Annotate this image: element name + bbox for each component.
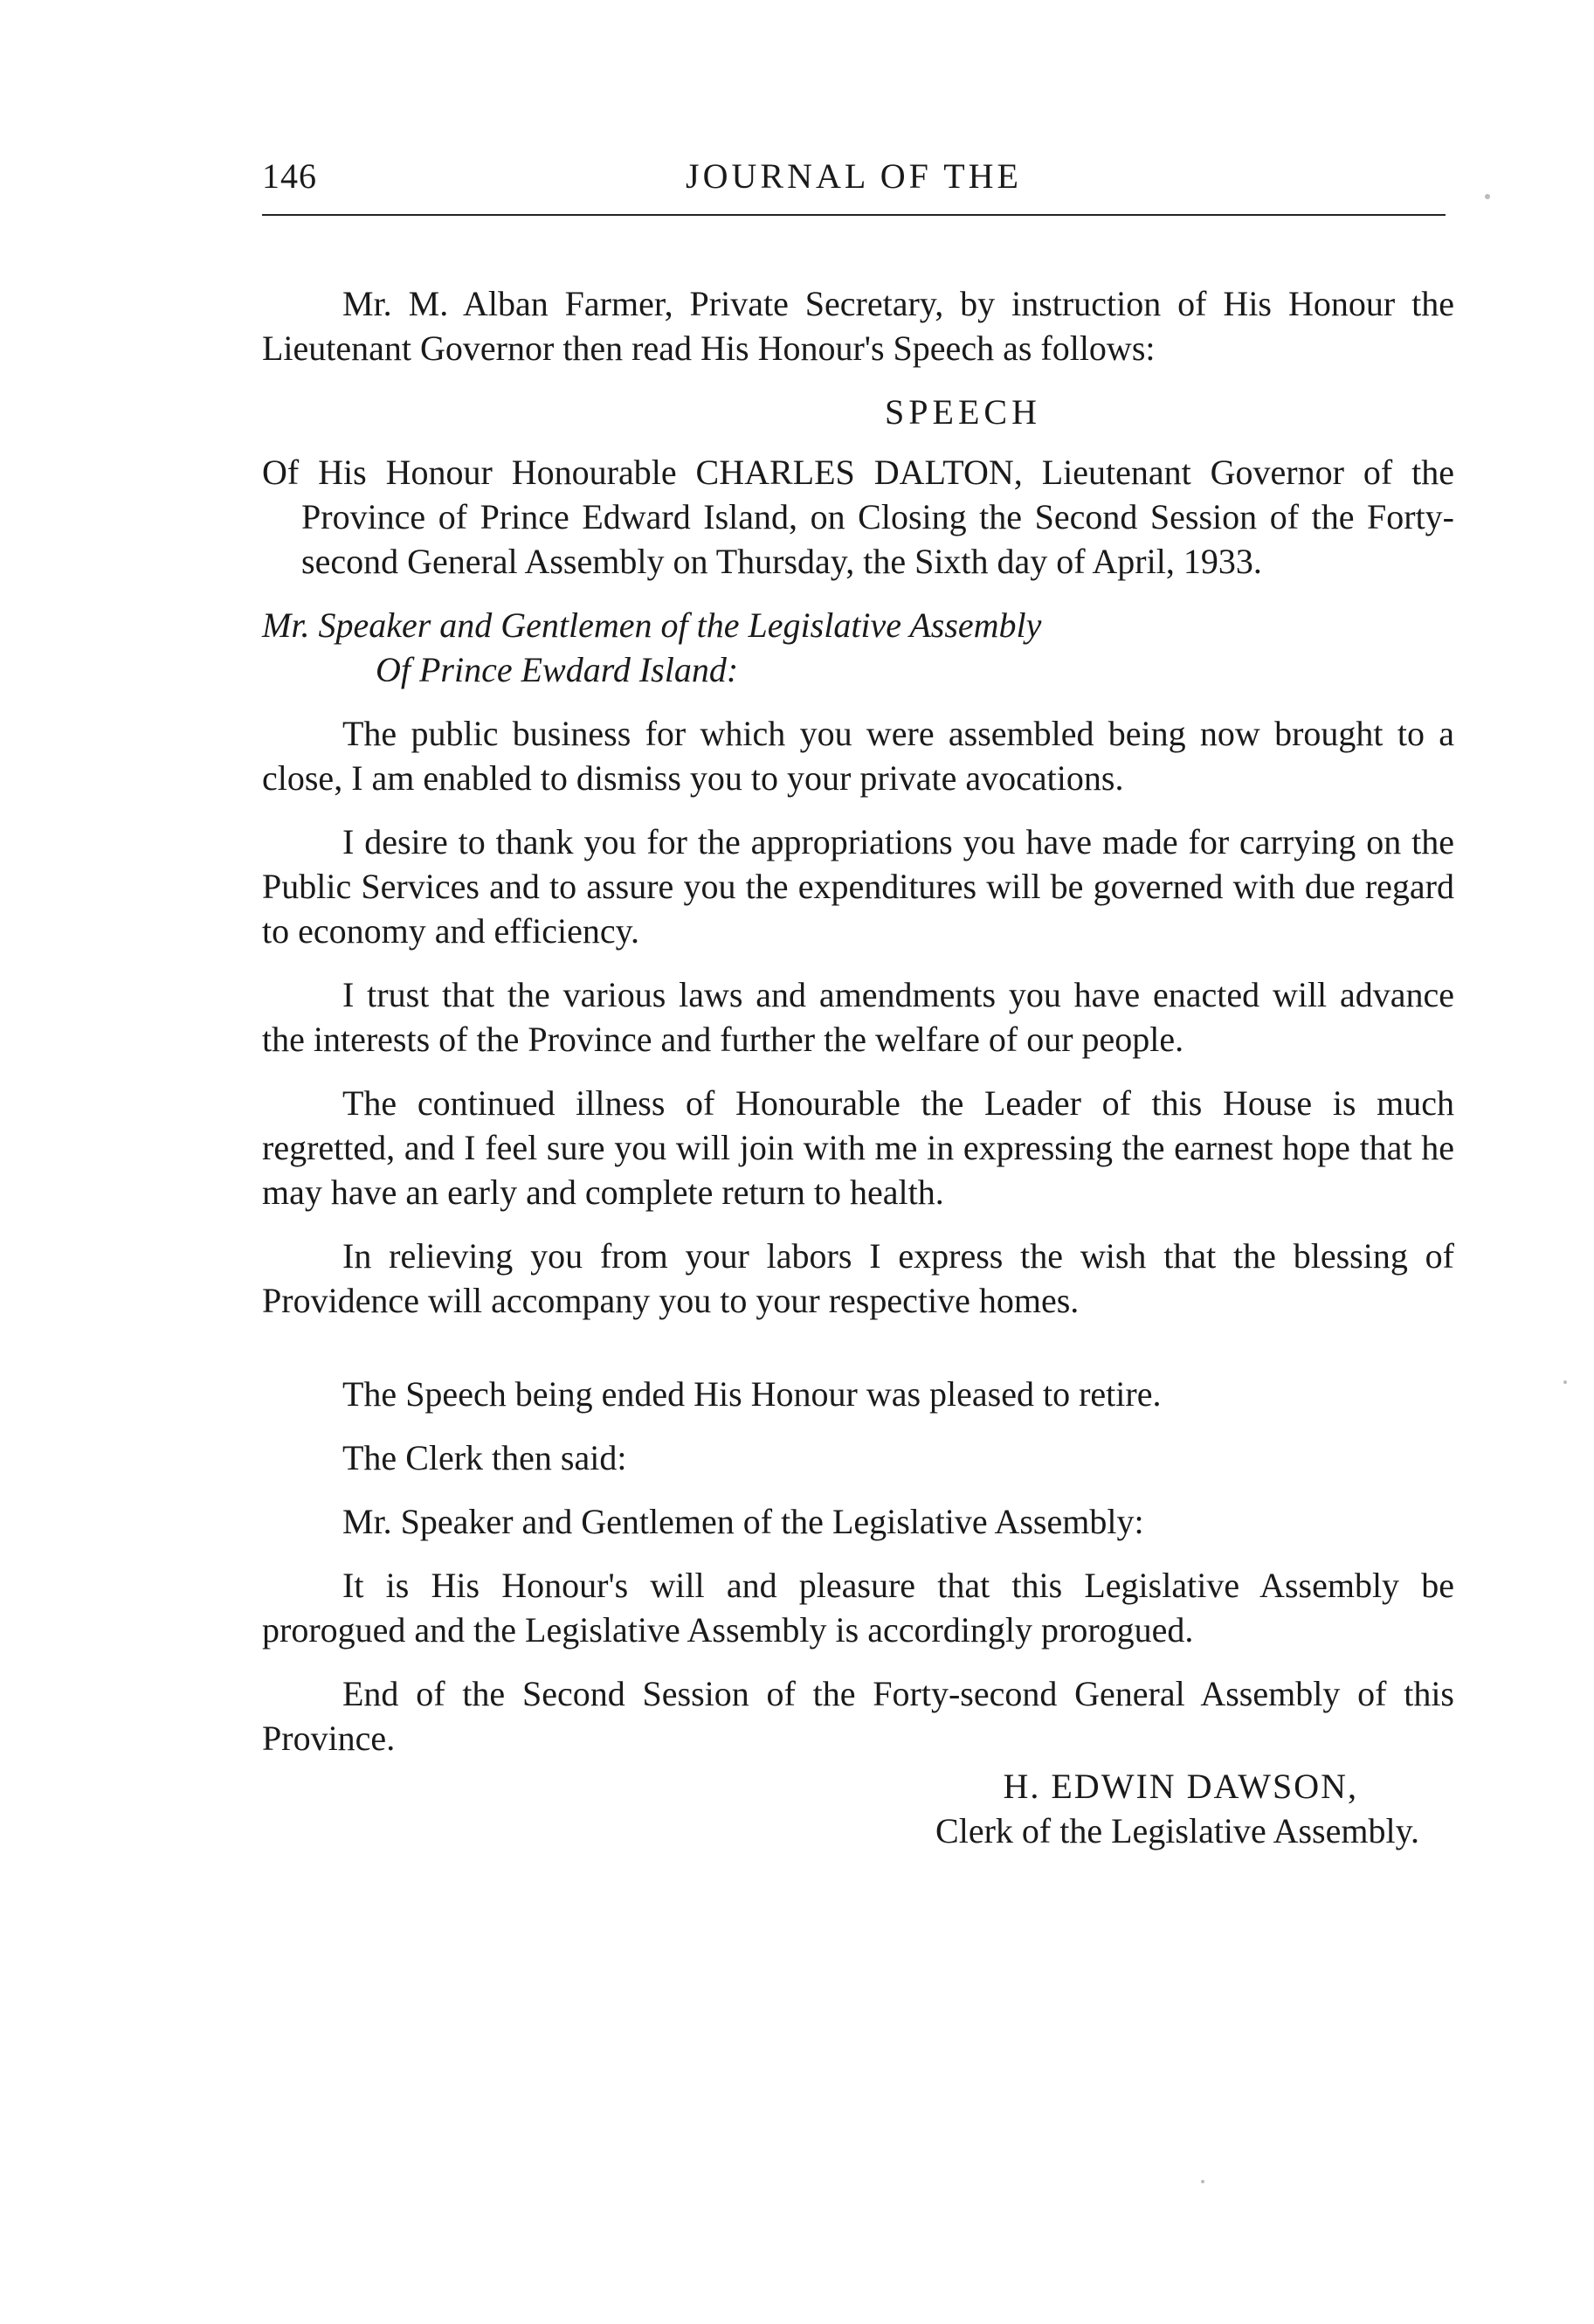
intro-paragraph: Mr. M. Alban Farmer, Private Secretary, by instruction of His Honour the Lieutenant Governor then read His Honour's Speech as follows: bbox=[262, 284, 1454, 368]
speech-paragraph: The public business for which you were assembled being now brought to a close, I am enabled to dismiss you to your private avocations. bbox=[262, 714, 1454, 798]
body-text bbox=[262, 281, 1454, 1853]
closing-paragraph: It is His Honour's will and pleasure that this Legislative Assembly be prorogued and the Legislative Assembly is accordingly prorogued. bbox=[262, 1566, 1454, 1650]
scan-speck bbox=[1563, 1380, 1567, 1384]
closing-paragraph: The Clerk then said: bbox=[342, 1438, 627, 1477]
header-rule bbox=[262, 214, 1446, 216]
page-number: 146 bbox=[262, 156, 317, 196]
closing-paragraph: End of the Second Session of the Forty-second General Assembly of this Province. bbox=[262, 1674, 1454, 1758]
salutation-line-2: Of Prince Ewdard Island: bbox=[376, 650, 739, 689]
page-header bbox=[262, 156, 1446, 208]
closing-paragraph: The Speech being ended His Honour was pleased to retire. bbox=[342, 1374, 1162, 1414]
signature-name: H. EDWIN DAWSON, bbox=[1003, 1767, 1358, 1806]
section-gap bbox=[262, 1342, 1454, 1372]
speech-paragraph: The continued illness of Honourable the Leader of this House is much regretted, and I feel sure you will join with me in expressing the earnest hope that he may have an early and complete return to health. bbox=[262, 1083, 1454, 1212]
speech-paragraph: In relieving you from your labors I express the wish that the blessing of Providence will accompany you to your respective homes. bbox=[262, 1236, 1454, 1320]
scan-speck bbox=[1485, 194, 1490, 199]
signature-title: Clerk of the Legislative Assembly. bbox=[935, 1811, 1419, 1850]
speech-paragraph: I desire to thank you for the appropriations you have made for carrying on the Public Services and to assure you the expenditures will be governed with due regard to economy and efficiency. bbox=[262, 822, 1454, 951]
scan-speck bbox=[1201, 2180, 1204, 2183]
speech-title: Of His Honour Honourable CHARLES DALTON, Lieutenant Governor of the Province of Prince Edward Island, on Closing the Second Session of the Forty-second General Assembly on Thursday, the Sixth day of April, 1933. bbox=[262, 453, 1454, 581]
speech-paragraph: I trust that the various laws and amendments you have enacted will advance the interests of the Province and further the welfare of our people. bbox=[262, 975, 1454, 1059]
speech-heading: SPEECH bbox=[885, 392, 1041, 432]
salutation-line-1: Mr. Speaker and Gentlemen of the Legislative Assembly bbox=[262, 605, 1042, 645]
running-title: JOURNAL OF THE bbox=[686, 156, 1022, 196]
closing-paragraph: Mr. Speaker and Gentlemen of the Legislative Assembly: bbox=[342, 1502, 1144, 1541]
